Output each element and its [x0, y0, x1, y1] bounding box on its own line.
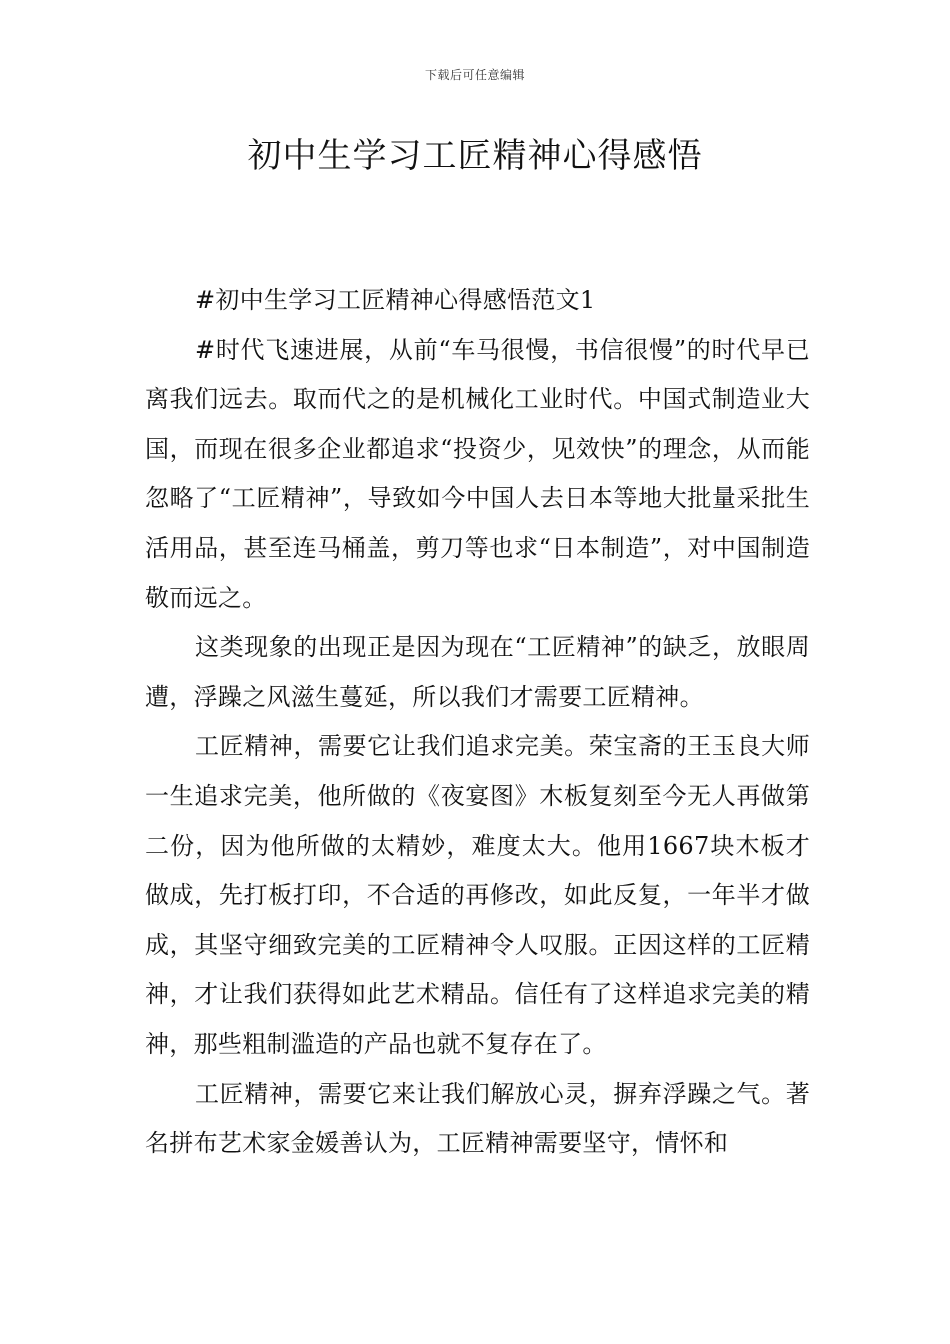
- paragraph: 工匠精神，需要它来让我们解放心灵，摒弃浮躁之气。著名拼布艺术家金媛善认为，工匠精神需要坚守，情怀和: [145, 1079, 810, 1158]
- paragraph: 这类现象的出现正是因为现在“工匠精神”的缺乏，放眼周遭，浮躁之风滋生蔓延，所以我们才需要工匠精神。: [145, 633, 810, 711]
- paragraph: #时代飞速进展，从前“车马很慢，书信很慢”的时代早已离我们远去。取而代之的是机械化工业时代。中国式制造业大国，而现在很多企业都追求“投资少，见效快”的理念，从而能忽略了“工匠精神”，导致如今中国人去日本等地大批量采批生活用品，甚至连马桶盖，剪刀等也求“日本制造”，对中国制造敬而远之。: [145, 335, 810, 612]
- paragraph: #初中生学习工匠精神心得感悟范文1: [195, 286, 596, 314]
- header-note: 下载后可任意编辑: [424, 68, 525, 82]
- paragraph: 工匠精神，需要它让我们追求完美。荣宝斋的王玉良大师一生追求完美，他所做的《夜宴图》木板复刻至今无人再做第二份，因为他所做的太精妙，难度太大。他用1667块木板才做成，先打板打印，不合适的再修改，如此反复，一年半才做成，其坚守细致完美的工匠精神令人叹服。正因这样的工匠精神，才让我们获得如此艺术精品。信任有了这样追求完美的精神，那些粗制滥造的产品也就不复存在了。: [145, 732, 810, 1058]
- document-title: 初中生学习工匠精神心得感悟: [247, 136, 703, 176]
- document-body: [145, 276, 810, 1169]
